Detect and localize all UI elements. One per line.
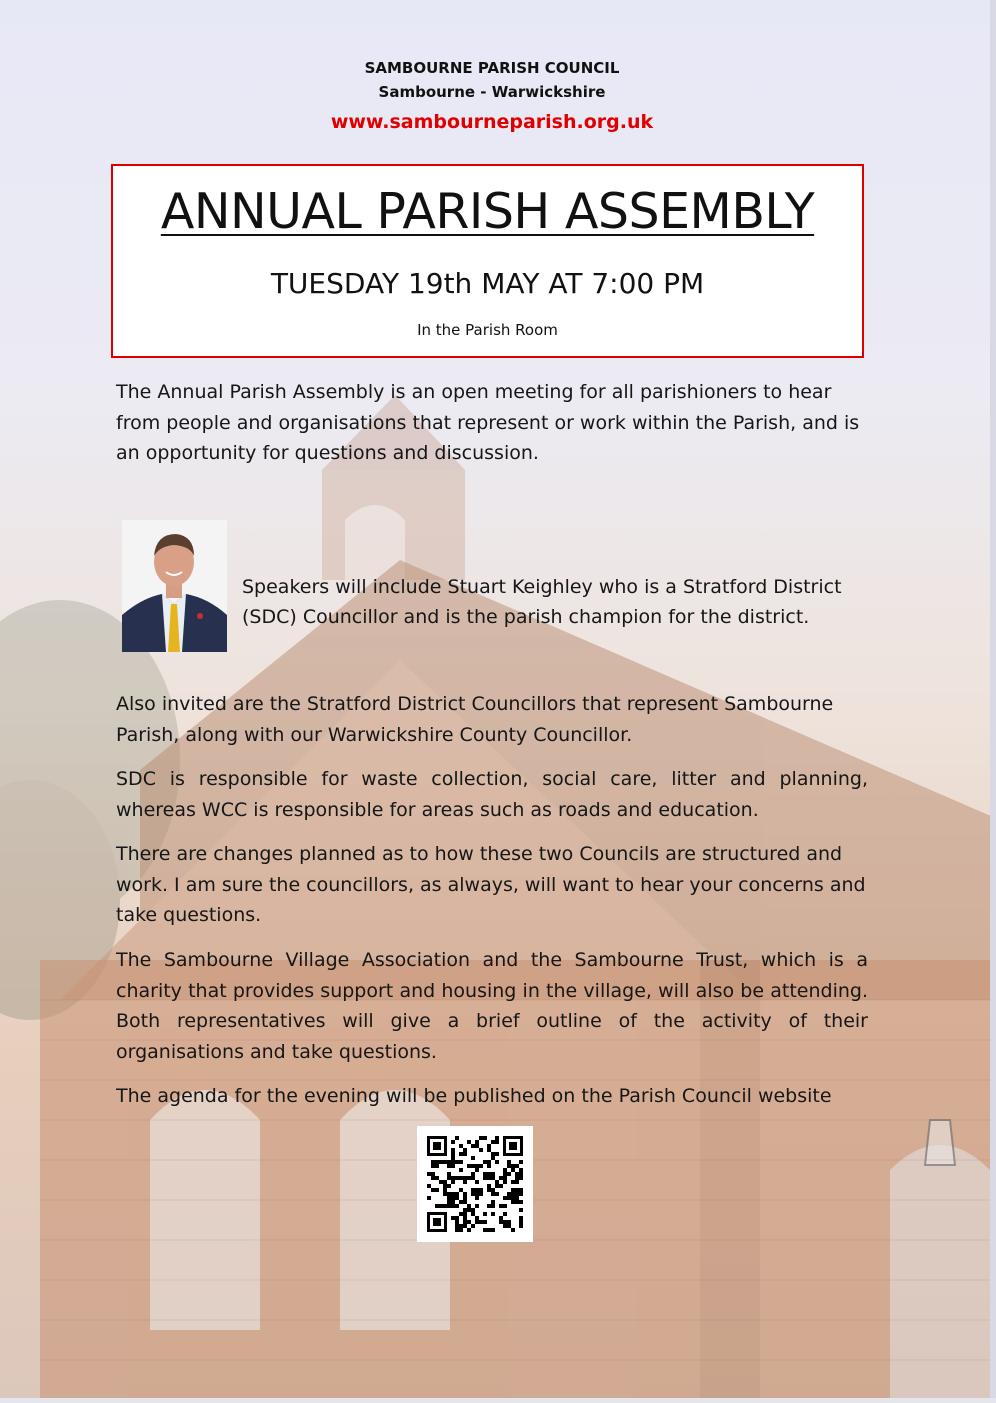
header (0, 56, 984, 138)
notice-box (111, 164, 864, 358)
page-right-edge (990, 0, 996, 1403)
notice-title: ANNUAL PARISH ASSEMBLY (160, 183, 815, 240)
organisation-name: SAMBOURNE PARISH COUNCIL (364, 59, 620, 77)
qr-code-icon[interactable] (417, 1126, 533, 1242)
intro-paragraph: The Annual Parish Assembly is an open meeting for all parishioners to hear from people and organisations that represent or work within the Parish, and is an opportunity for questions and discussion. (116, 381, 860, 464)
page-bottom-edge (0, 1398, 996, 1403)
speaker-paragraph: Speakers will include Stuart Keighley who is a Stratford District (SDC) Councillor and is the parish champion for the district. (242, 576, 842, 628)
organisation-location: Sambourne - Warwickshire (378, 83, 606, 101)
notice-venue: In the Parish Room (417, 321, 558, 339)
responsibilities-paragraph: SDC is responsible for waste collection, social care, litter and planning, whereas WCC is responsible for areas such as roads and education. (116, 768, 868, 821)
speaker-photo (122, 520, 227, 652)
agenda-paragraph: The agenda for the evening will be published on the Parish Council website (116, 1085, 832, 1107)
notice-datetime: TUESDAY 19th MAY AT 7:00 PM (270, 267, 705, 300)
associations-paragraph: The Sambourne Village Association and the Sambourne Trust, which is a charity that provides support and housing in the village, will also be attending. Both representatives will give a brief outline of the activity of their organisations and take questions. (116, 949, 868, 1063)
changes-paragraph: There are changes planned as to how these two Councils are structured and work. I am sure the councillors, as always, will want to hear your concerns and take questions. (116, 843, 866, 926)
website-link[interactable]: www.sambourneparish.org.uk (330, 111, 654, 133)
invited-paragraph: Also invited are the Stratford District Councillors that represent Sambourne Parish, along with our Warwickshire County Councillor. (116, 693, 834, 746)
speaker-portrait-image (122, 520, 227, 652)
